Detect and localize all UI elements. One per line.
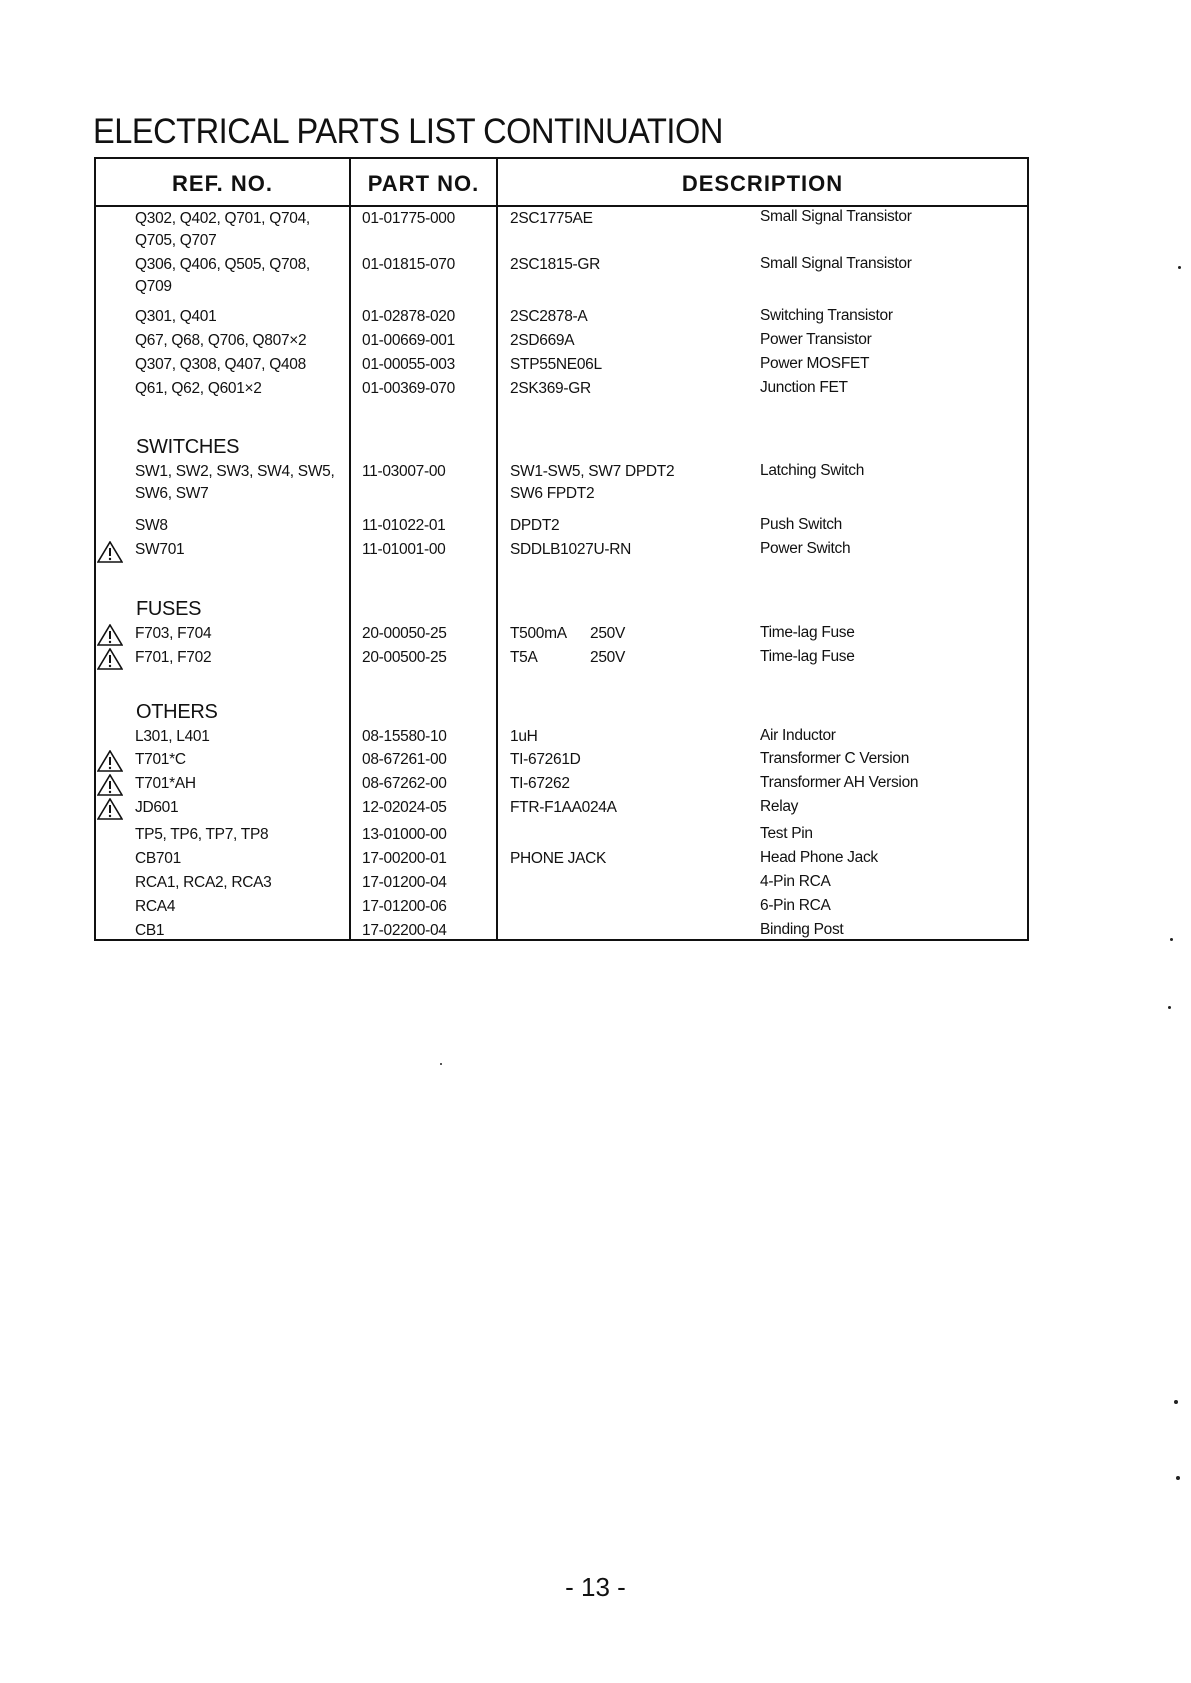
part-type: Transformer C Version: [760, 750, 910, 767]
part-description: 2SC2878-A: [510, 308, 588, 325]
part-type: Latching Switch: [760, 462, 865, 479]
part-type: 6-Pin RCA: [760, 897, 831, 914]
part-type: Head Phone Jack: [760, 849, 878, 866]
scan-speck: [1168, 1006, 1171, 1009]
part-type: Switching Transistor: [760, 307, 893, 324]
part-description: 2SD669A: [510, 332, 575, 349]
ref-no: TP5, TP6, TP7, TP8: [135, 826, 269, 843]
voltage-rating: 250V: [590, 649, 625, 666]
part-description: DPDT2: [510, 517, 560, 534]
part-no: 08-67261-00: [362, 751, 447, 768]
part-no: 08-67262-00: [362, 775, 447, 792]
page-title: ELECTRICAL PARTS LIST CONTINUATION: [93, 112, 723, 151]
part-type: Junction FET: [760, 379, 848, 396]
part-type: Power Transistor: [760, 331, 872, 348]
warning-triangle-icon: [97, 774, 123, 796]
ref-no: F703, F704: [135, 625, 212, 642]
ref-no: SW8: [135, 517, 168, 534]
part-no: 01-02878-020: [362, 308, 455, 325]
part-description: 2SC1815-GR: [510, 256, 601, 273]
part-no: 08-15580-10: [362, 728, 447, 745]
part-description: 2SK369-GR: [510, 380, 591, 397]
part-description: TI-67261D: [510, 751, 581, 768]
part-no: 01-01775-000: [362, 210, 455, 227]
column-divider-ref: [349, 157, 351, 941]
warning-triangle-icon: [97, 750, 123, 772]
header-part-no: PART NO.: [367, 171, 480, 196]
part-type: Air Inductor: [760, 727, 836, 744]
part-type: Power MOSFET: [760, 355, 870, 372]
part-type: Test Pin: [760, 825, 813, 842]
part-type: Small Signal Transistor: [760, 208, 912, 225]
part-description: FTR-F1AA024A: [510, 799, 617, 816]
warning-triangle-icon: [97, 798, 123, 820]
section-heading-others: OTHERS: [136, 701, 218, 723]
ref-no: RCA1, RCA2, RCA3: [135, 874, 272, 891]
scan-speck: [1176, 1476, 1180, 1480]
part-description: T5A: [510, 649, 538, 666]
part-no: 01-00369-070: [362, 380, 455, 397]
part-no: 11-03007-00: [362, 463, 446, 480]
ref-no-continued: Q709: [135, 278, 172, 295]
part-description-continued: SW6 FPDT2: [510, 485, 595, 502]
ref-no: RCA4: [135, 898, 176, 915]
part-no: 20-00050-25: [362, 625, 447, 642]
part-description: STP55NE06L: [510, 356, 602, 373]
part-no: 12-02024-05: [362, 799, 447, 816]
part-description: SW1-SW5, SW7 DPDT2: [510, 463, 675, 480]
part-type: Time-lag Fuse: [760, 624, 855, 641]
ref-no: T701*AH: [135, 775, 196, 792]
part-description: SDDLB1027U-RN: [510, 541, 632, 558]
warning-triangle-icon: [97, 541, 123, 563]
part-no: 17-01200-06: [362, 898, 447, 915]
ref-no: Q61, Q62, Q601×2: [135, 380, 262, 397]
ref-no: F701, F702: [135, 649, 212, 666]
ref-no: T701*C: [135, 751, 186, 768]
part-type: Transformer AH Version: [760, 774, 919, 791]
part-type: 4-Pin RCA: [760, 873, 831, 890]
ref-no: SW1, SW2, SW3, SW4, SW5,: [135, 463, 335, 480]
ref-no: Q301, Q401: [135, 308, 217, 325]
ref-no-continued: SW6, SW7: [135, 485, 209, 502]
section-heading-switches: SWITCHES: [136, 436, 240, 458]
part-description: 1uH: [510, 728, 538, 745]
ref-no: Q306, Q406, Q505, Q708,: [135, 256, 310, 273]
part-no: 13-01000-00: [362, 826, 447, 843]
part-no: 17-01200-04: [362, 874, 447, 891]
ref-no: CB1: [135, 922, 165, 939]
header-description: DESCRIPTION: [681, 171, 844, 196]
ref-no-continued: Q705, Q707: [135, 232, 217, 249]
part-no: 11-01022-01: [362, 517, 446, 534]
part-no: 17-00200-01: [362, 850, 447, 867]
scan-speck: [1170, 938, 1173, 941]
scan-speck: [1178, 266, 1181, 269]
part-description: PHONE JACK: [510, 850, 607, 867]
ref-no: Q67, Q68, Q706, Q807×2: [135, 332, 307, 349]
part-no: 17-02200-04: [362, 922, 447, 939]
part-type: Small Signal Transistor: [760, 255, 912, 272]
part-description: T500mA: [510, 625, 567, 642]
part-type: Binding Post: [760, 921, 844, 938]
header-ref-no: REF. NO.: [172, 171, 273, 196]
part-no: 01-00669-001: [362, 332, 455, 349]
part-type: Time-lag Fuse: [760, 648, 855, 665]
part-no: 20-00500-25: [362, 649, 447, 666]
ref-no: SW701: [135, 541, 185, 558]
part-description: TI-67262: [510, 775, 570, 792]
scan-speck: [1174, 1400, 1178, 1404]
scan-speck: [440, 1063, 442, 1065]
part-type: Push Switch: [760, 516, 842, 533]
ref-no: CB701: [135, 850, 181, 867]
ref-no: Q307, Q308, Q407, Q408: [135, 356, 306, 373]
warning-triangle-icon: [97, 648, 123, 670]
part-no: 11-01001-00: [362, 541, 446, 558]
part-type: Power Switch: [760, 540, 851, 557]
ref-no: Q302, Q402, Q701, Q704,: [135, 210, 310, 227]
section-heading-fuses: FUSES: [136, 598, 202, 620]
ref-no: L301, L401: [135, 728, 210, 745]
warning-triangle-icon: [97, 624, 123, 646]
page-number: - 13 -: [565, 1572, 626, 1602]
part-no: 01-00055-003: [362, 356, 455, 373]
part-description: 2SC1775AE: [510, 210, 593, 227]
part-no: 01-01815-070: [362, 256, 455, 273]
column-divider-part: [496, 157, 498, 941]
voltage-rating: 250V: [590, 625, 625, 642]
part-type: Relay: [760, 798, 799, 815]
ref-no: JD601: [135, 799, 179, 816]
